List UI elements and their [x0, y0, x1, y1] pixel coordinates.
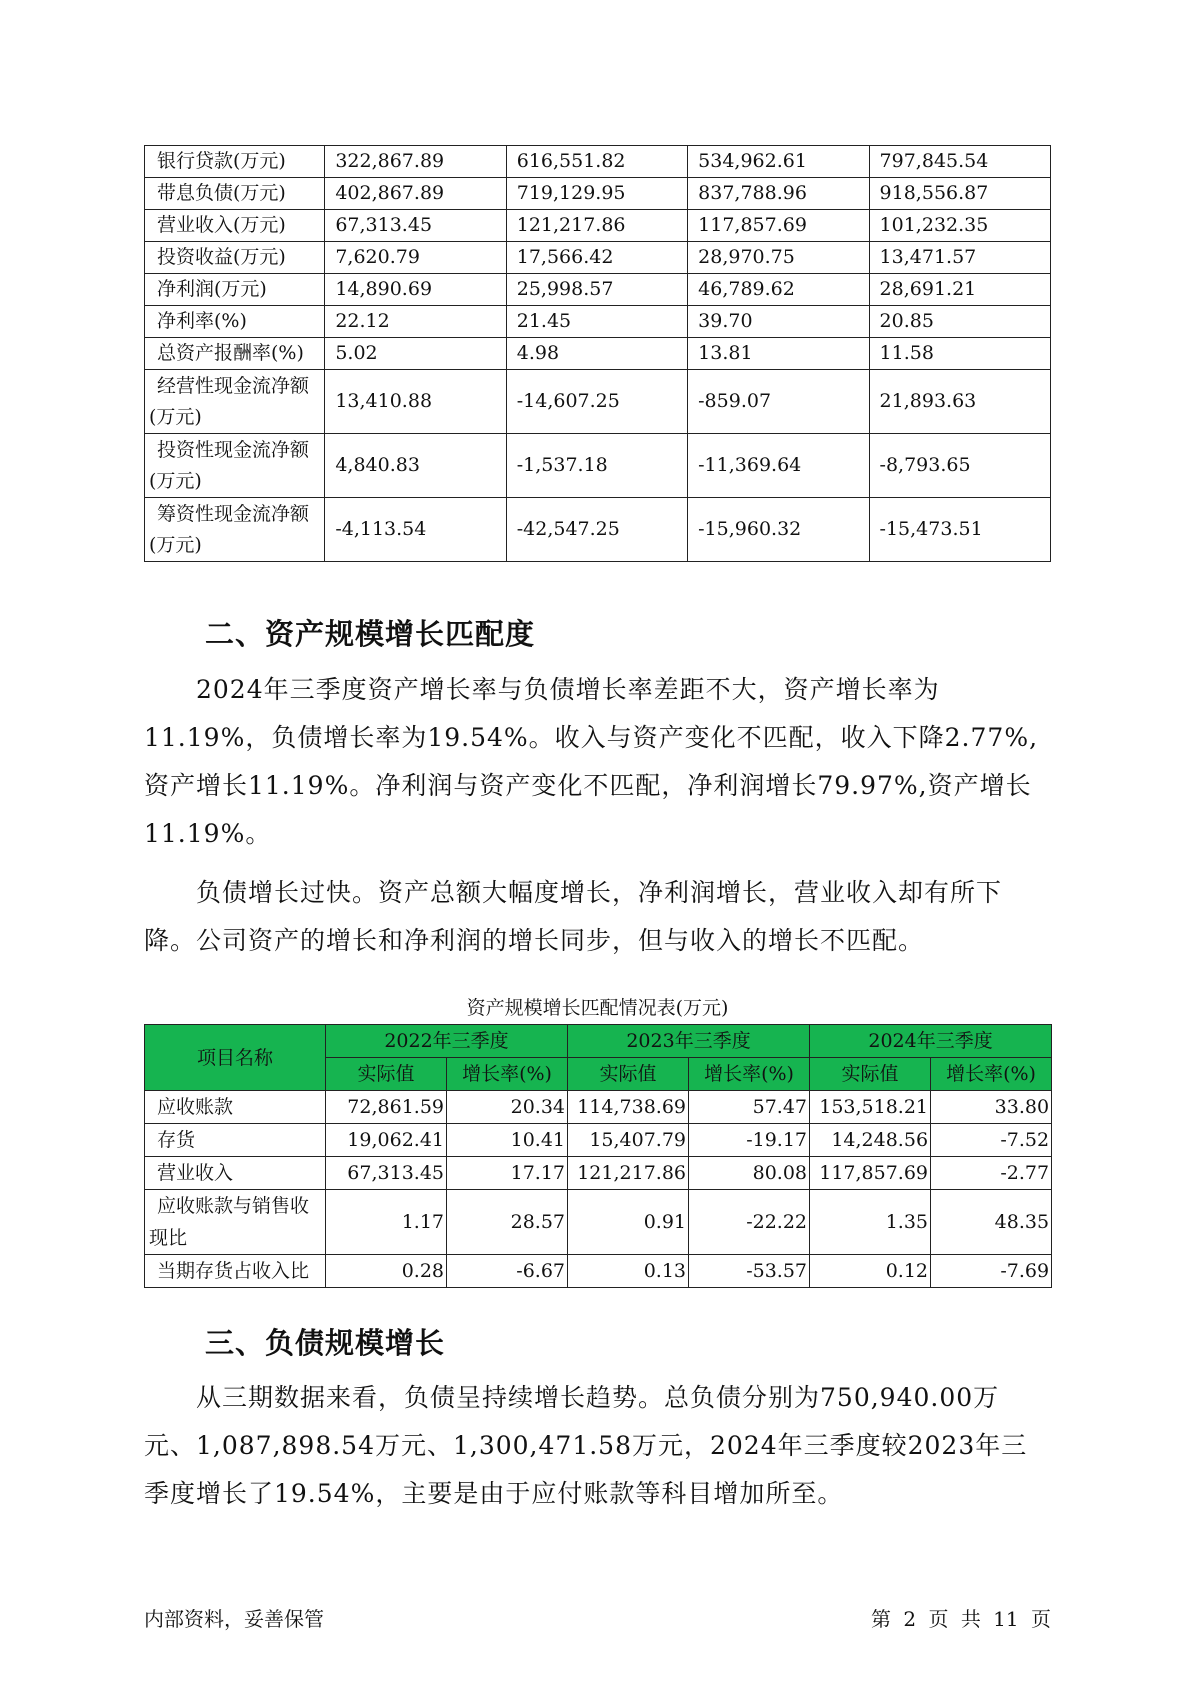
table-cell: 114,738.69: [568, 1091, 689, 1124]
table-row: [145, 1124, 1052, 1157]
table-cell: 4,840.83: [325, 434, 506, 498]
table-cell: 80.08: [689, 1157, 810, 1190]
table-row: [145, 498, 1051, 562]
table-cell: 48.35: [931, 1190, 1052, 1255]
table-cell: 22.12: [325, 306, 506, 338]
row-label: 经营性现金流净额(万元): [145, 370, 325, 434]
table-cell: 797,845.54: [869, 146, 1050, 178]
header-actual: 实际值: [326, 1058, 447, 1091]
table-cell: 5.02: [325, 338, 506, 370]
table-cell: -7.69: [931, 1255, 1052, 1288]
table-cell: -15,473.51: [869, 498, 1050, 562]
table-cell: 21.45: [506, 306, 687, 338]
table-cell: -11,369.64: [688, 434, 869, 498]
table-cell: 1.35: [810, 1190, 931, 1255]
table-row: [145, 434, 1051, 498]
table-cell: -1,537.18: [506, 434, 687, 498]
header-growth: 增长率(%): [689, 1058, 810, 1091]
header-actual: 实际值: [810, 1058, 931, 1091]
row-label: 银行贷款(万元): [145, 146, 325, 178]
table-row: [145, 210, 1051, 242]
section-heading: 二、资产规模增长匹配度: [205, 617, 536, 651]
table-cell: 153,518.21: [810, 1091, 931, 1124]
table-cell: 7,620.79: [325, 242, 506, 274]
row-label: 筹资性现金流净额(万元): [145, 498, 325, 562]
table-row: [145, 306, 1051, 338]
table-cell: 918,556.87: [869, 178, 1050, 210]
table-cell: 0.28: [326, 1255, 447, 1288]
table-cell: 46,789.62: [688, 274, 869, 306]
table-cell: 21,893.63: [869, 370, 1050, 434]
table-row: [145, 1157, 1052, 1190]
row-label: 应收账款: [145, 1091, 326, 1124]
table-cell: -14,607.25: [506, 370, 687, 434]
paragraph: 2024年三季度资产增长率与负债增长率差距不大，资产增长率为11.19%，负债增长率为19.54%。收入与资产变化不匹配，收入下降2.77%,资产增长11.19%。净利润与资产变化不匹配，净利润增长79.97%,资产增长11.19%。: [144, 675, 1039, 848]
table-cell: 20.34: [447, 1091, 568, 1124]
table-caption: 资产规模增长匹配情况表(万元): [466, 997, 729, 1019]
table-cell: -22.22: [689, 1190, 810, 1255]
table-cell: 101,232.35: [869, 210, 1050, 242]
row-label: 应收账款与销售收现比: [145, 1190, 326, 1255]
table-cell: 72,861.59: [326, 1091, 447, 1124]
row-label: 营业收入(万元): [145, 210, 325, 242]
table-cell: 15,407.79: [568, 1124, 689, 1157]
page-number: 第 2 页 共 11 页: [871, 1607, 1051, 1631]
header-growth: 增长率(%): [931, 1058, 1052, 1091]
row-label: 存货: [145, 1124, 326, 1157]
table-cell: 837,788.96: [688, 178, 869, 210]
table-cell: 25,998.57: [506, 274, 687, 306]
table-cell: 616,551.82: [506, 146, 687, 178]
table-cell: 57.47: [689, 1091, 810, 1124]
table-cell: 0.12: [810, 1255, 931, 1288]
table-cell: 719,129.95: [506, 178, 687, 210]
table-cell: 14,248.56: [810, 1124, 931, 1157]
table-row: [145, 1190, 1052, 1255]
table-cell: 121,217.86: [506, 210, 687, 242]
table-header-row: [145, 1025, 1052, 1058]
header-item-name: 项目名称: [145, 1025, 326, 1091]
row-label: 净利率(%): [145, 306, 325, 338]
table-cell: 19,062.41: [326, 1124, 447, 1157]
row-label: 当期存货占收入比: [145, 1255, 326, 1288]
row-label: 总资产报酬率(%): [145, 338, 325, 370]
footer-confidential-note: 内部资料，妥善保管: [144, 1607, 324, 1631]
table-cell: 39.70: [688, 306, 869, 338]
table-cell: 13.81: [688, 338, 869, 370]
table-cell: -2.77: [931, 1157, 1052, 1190]
table-cell: -15,960.32: [688, 498, 869, 562]
table-cell: 121,217.86: [568, 1157, 689, 1190]
header-period: 2022年三季度: [326, 1025, 568, 1058]
table-cell: 4.98: [506, 338, 687, 370]
table-row: [145, 1091, 1052, 1124]
table-cell: -7.52: [931, 1124, 1052, 1157]
row-label: 净利润(万元): [145, 274, 325, 306]
table-cell: 17.17: [447, 1157, 568, 1190]
row-label: 营业收入: [145, 1157, 326, 1190]
row-label: 投资收益(万元): [145, 242, 325, 274]
table-cell: 33.80: [931, 1091, 1052, 1124]
table-row: [145, 338, 1051, 370]
table-cell: 1.17: [326, 1190, 447, 1255]
header-growth: 增长率(%): [447, 1058, 568, 1091]
table-cell: 20.85: [869, 306, 1050, 338]
table-cell: 67,313.45: [325, 210, 506, 242]
header-period: 2023年三季度: [568, 1025, 810, 1058]
table-row: [145, 146, 1051, 178]
table-cell: 11.58: [869, 338, 1050, 370]
table-cell: 13,471.57: [869, 242, 1050, 274]
table-cell: 0.91: [568, 1190, 689, 1255]
financial-indicators-table: [144, 145, 1051, 562]
table-row: [145, 178, 1051, 210]
table-row: [145, 370, 1051, 434]
table-cell: 28,691.21: [869, 274, 1050, 306]
header-actual: 实际值: [568, 1058, 689, 1091]
table-cell: 534,962.61: [688, 146, 869, 178]
row-label: 投资性现金流净额(万元): [145, 434, 325, 498]
section-heading: 三、负债规模增长: [205, 1326, 446, 1360]
table-cell: 13,410.88: [325, 370, 506, 434]
table-cell: 0.13: [568, 1255, 689, 1288]
table-row: [145, 242, 1051, 274]
paragraph: 从三期数据来看，负债呈持续增长趋势。总负债分别为750,940.00万元、1,087,898.54万元、1,300,471.58万元，2024年三季度较2023年三季度增长了19.54%，主要是由于应付账款等科目增加所至。: [144, 1383, 1028, 1508]
table-cell: -19.17: [689, 1124, 810, 1157]
table-cell: 28.57: [447, 1190, 568, 1255]
table-cell: 117,857.69: [688, 210, 869, 242]
table-cell: 17,566.42: [506, 242, 687, 274]
table-cell: -8,793.65: [869, 434, 1050, 498]
asset-growth-match-table: [144, 1024, 1052, 1288]
table-cell: 117,857.69: [810, 1157, 931, 1190]
table-row: [145, 1255, 1052, 1288]
table-cell: 322,867.89: [325, 146, 506, 178]
table-cell: -42,547.25: [506, 498, 687, 562]
table-row: [145, 274, 1051, 306]
table-cell: -6.67: [447, 1255, 568, 1288]
paragraph: 负债增长过快。资产总额大幅度增长，净利润增长，营业收入却有所下降。公司资产的增长和净利润的增长同步，但与收入的增长不匹配。: [144, 878, 1003, 955]
table-cell: 67,313.45: [326, 1157, 447, 1190]
table-cell: 10.41: [447, 1124, 568, 1157]
table-cell: 14,890.69: [325, 274, 506, 306]
table-cell: 402,867.89: [325, 178, 506, 210]
row-label: 带息负债(万元): [145, 178, 325, 210]
table-cell: -4,113.54: [325, 498, 506, 562]
table-cell: -53.57: [689, 1255, 810, 1288]
table-cell: -859.07: [688, 370, 869, 434]
header-period: 2024年三季度: [810, 1025, 1052, 1058]
table-cell: 28,970.75: [688, 242, 869, 274]
